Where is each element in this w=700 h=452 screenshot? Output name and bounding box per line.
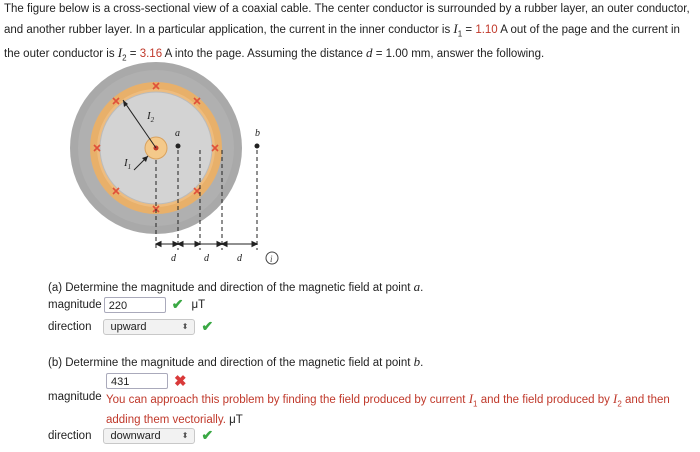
svg-text:i: i <box>270 254 273 264</box>
part-b-unit: μT <box>229 414 243 427</box>
intro-text-1: The figure below is a cross-sectional view of a coaxial cable. The center conductor is surrounded by a rubber layer, an outer conductor, and another rubber layer. In a particular application, the current in the inner conductor is <box>4 3 690 36</box>
part-a-magnitude-input[interactable]: 220 <box>104 297 166 313</box>
select-arrows-icon: ⬍ <box>181 322 189 331</box>
part-a-direction-row <box>48 318 213 335</box>
dimension-label-d3: d <box>237 253 242 264</box>
question-b-period: . <box>420 357 424 369</box>
hint-text-1: You can approach this problem by finding the field produced by current <box>106 394 469 406</box>
intro-text-3: A into the page. Assuming the distance <box>162 48 367 61</box>
checkmark-icon: ✔ <box>201 318 214 334</box>
part-a-magnitude-row <box>48 296 205 313</box>
part-a-magnitude-label: magnitude <box>48 298 102 311</box>
part-b-magnitude-label: magnitude <box>48 391 102 403</box>
part-a-direction-label: direction <box>48 320 92 333</box>
question-b <box>48 354 423 370</box>
intro-eq-1: = <box>462 24 476 36</box>
figure-label-i2: $I_2$ <box>147 110 155 124</box>
part-b-direction-label: direction <box>48 429 92 442</box>
dimension-label-d1: d <box>171 253 176 264</box>
info-icon[interactable] <box>266 252 278 264</box>
i2-subscript: 2 <box>122 53 127 63</box>
point-a <box>176 144 181 149</box>
part-b-direction-value: downward <box>110 429 161 442</box>
i1-symbol: I <box>453 21 458 36</box>
intro-eq-2: = <box>126 48 140 61</box>
part-b-magnitude-input-row <box>106 372 187 390</box>
hint-i2-subscript: 2 <box>617 399 622 409</box>
select-arrows-icon: ⬍ <box>181 431 189 440</box>
part-b-direction-row <box>48 427 213 444</box>
figure-label-i1: $I_1$ <box>124 157 132 171</box>
question-a-text: (a) Determine the magnitude and direction of the magnetic field at point <box>48 282 414 294</box>
part-a-direction-select[interactable] <box>103 319 195 335</box>
question-a-period: . <box>420 282 424 294</box>
d-symbol: d <box>366 45 373 61</box>
intro-text-2: A out of the page and the current in the outer conductor is <box>4 24 680 61</box>
checkmark-icon: ✔ <box>171 296 184 312</box>
coaxial-cable-figure <box>66 58 296 268</box>
hint-i1-symbol: I <box>468 391 474 406</box>
point-b <box>255 144 260 149</box>
part-a-direction-value: upward <box>110 320 147 333</box>
part-b-direction-select[interactable] <box>103 428 195 444</box>
figure-label-b: b <box>255 128 260 139</box>
dimension-label-d2: d <box>204 253 209 264</box>
hint-i2-symbol: I <box>613 391 618 406</box>
i2-value: 3.16 <box>139 48 163 61</box>
hint-text-2: and the field produced by <box>477 394 614 406</box>
question-b-point: b <box>413 354 421 369</box>
part-b-magnitude-input[interactable]: 431 <box>106 373 168 389</box>
question-a <box>48 279 423 295</box>
question-a-point: a <box>413 279 421 294</box>
question-b-text: (b) Determine the magnitude and direction of the magnetic field at point <box>48 357 414 369</box>
intro-text-4: = 1.00 mm, answer the following. <box>372 48 545 61</box>
cross-icon: ✖ <box>174 373 187 390</box>
figure-label-a: a <box>175 128 180 139</box>
part-a-unit: μT <box>191 298 206 311</box>
dimension-arrows <box>156 242 257 247</box>
i2-symbol: I <box>117 45 123 61</box>
checkmark-icon: ✔ <box>201 427 214 443</box>
part-b-hint <box>106 391 691 428</box>
hint-i1-subscript: 1 <box>473 399 478 409</box>
i1-subscript: 1 <box>457 29 463 39</box>
hint-text-3: and then adding them vectorially. <box>106 394 670 427</box>
i1-value: 1.10 <box>475 24 498 36</box>
